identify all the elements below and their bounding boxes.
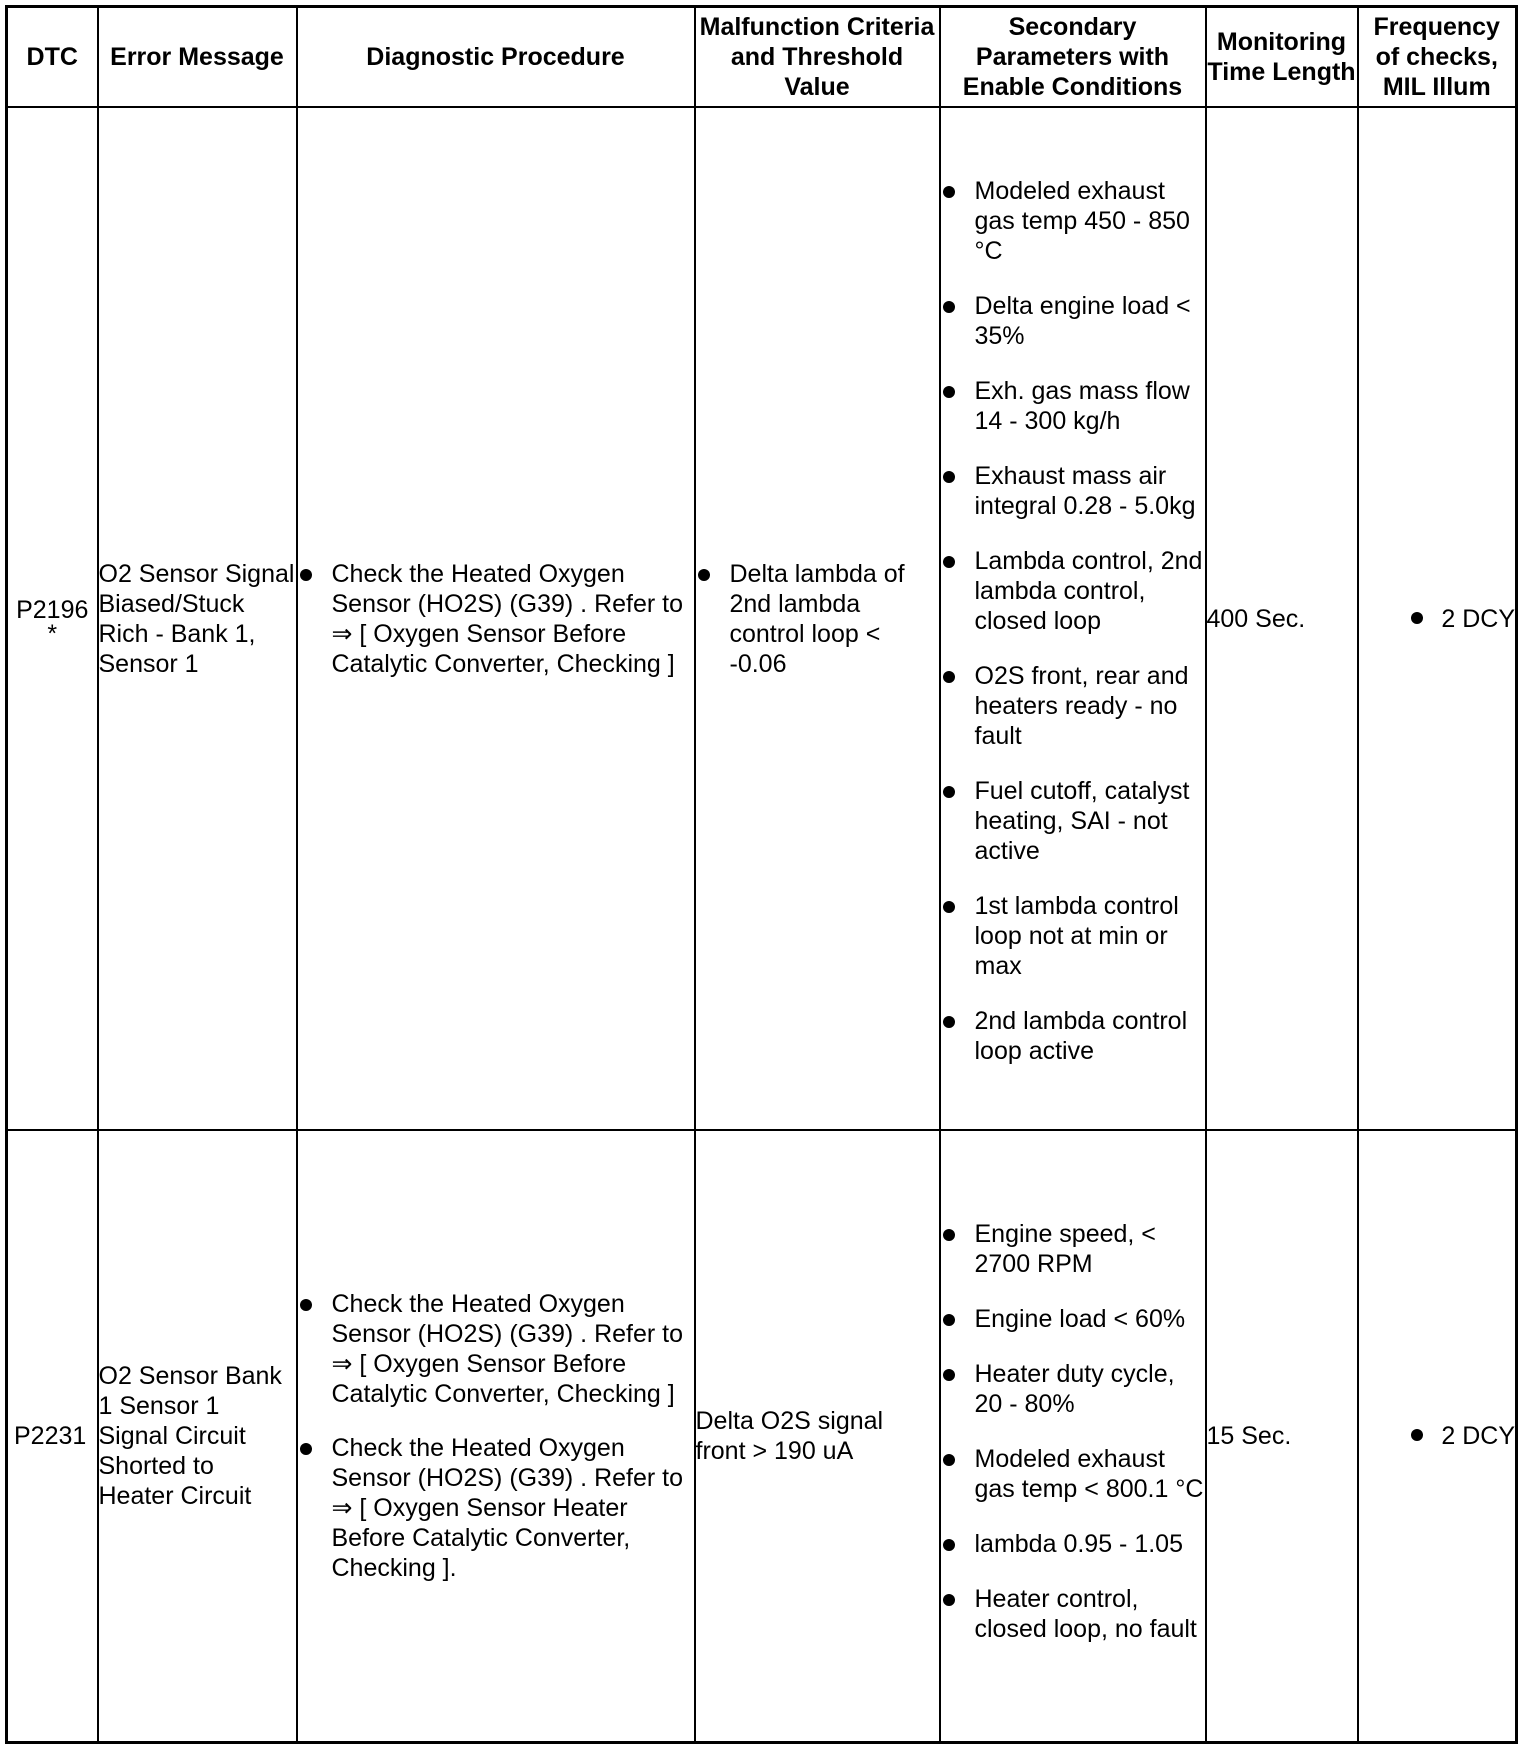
header-diagnostic-procedure: Diagnostic Procedure: [297, 7, 695, 108]
secondary-item: [941, 291, 1205, 351]
bullet-icon: [1411, 612, 1423, 624]
table-row: [7, 1130, 1517, 1742]
monitoring-time-cell: 15 Sec.: [1206, 1130, 1358, 1742]
bullet-icon: [943, 1016, 955, 1028]
dtc-code: P2196: [16, 595, 89, 624]
secondary-text: Engine speed, < 2700 RPM: [974, 1220, 1156, 1279]
secondary-text: Exhaust mass air integral 0.28 - 5.0kg: [974, 462, 1196, 520]
dtc-table: [5, 5, 1518, 1744]
secondary-item: [941, 776, 1205, 866]
table-header-row: [7, 7, 1517, 108]
secondary-text: Delta engine load < 35%: [974, 292, 1191, 350]
error-message-cell: O2 Sensor Bank 1 Sensor 1 Signal Circuit Shorted to Heater Circuit: [98, 1130, 297, 1742]
bullet-icon: [943, 786, 955, 798]
bullet-icon: [943, 471, 955, 483]
header-dtc: DTC: [7, 7, 98, 108]
malfunction-criteria-cell: [695, 107, 940, 1130]
procedure-text: Check the Heated Oxygen Sensor (HO2S) (G39) . Refer to ⇒ [ Oxygen Sensor Before Catalytic Converter, Checking ]: [331, 1289, 684, 1408]
criteria-item: [696, 559, 939, 679]
secondary-parameters-cell: [940, 107, 1206, 1130]
dtc-code-cell: [7, 107, 98, 1130]
secondary-item: [941, 1359, 1205, 1419]
bullet-icon: [943, 1229, 955, 1241]
secondary-text: Heater duty cycle, 20 - 80%: [974, 1360, 1175, 1419]
bullet-icon: [300, 1299, 312, 1311]
procedure-item: [298, 559, 694, 679]
frequency-text: 2 DCY: [1441, 1421, 1515, 1450]
secondary-item: [941, 1444, 1205, 1504]
secondary-text: Lambda control, 2nd lambda control, closed loop: [974, 547, 1203, 635]
procedure-text: Check the Heated Oxygen Sensor (HO2S) (G39) . Refer to ⇒ [ Oxygen Sensor Heater Before Catalytic Converter, Checking ].: [331, 1433, 684, 1582]
secondary-item: [941, 1219, 1205, 1279]
bullet-icon: [943, 1314, 955, 1326]
bullet-icon: [943, 671, 955, 683]
secondary-text: Heater control, closed loop, no fault: [974, 1585, 1197, 1644]
frequency-cell: [1358, 107, 1517, 1130]
secondary-text: 2nd lambda control loop active: [974, 1007, 1188, 1065]
frequency-text: 2 DCY: [1441, 604, 1515, 633]
monitoring-time-cell: 400 Sec.: [1206, 107, 1358, 1130]
criteria-text: Delta lambda of 2nd lambda control loop < -0.06: [729, 559, 905, 678]
bullet-icon: [943, 386, 955, 398]
secondary-item: [941, 461, 1205, 521]
bullet-icon: [943, 186, 955, 198]
bullet-icon: [943, 1369, 955, 1381]
dtc-footnote-marker: *: [47, 619, 58, 648]
secondary-item: [941, 1006, 1205, 1066]
secondary-text: Modeled exhaust gas temp < 800.1 °C: [974, 1445, 1204, 1504]
procedure-item: [298, 1289, 694, 1409]
bullet-icon: [698, 569, 710, 581]
secondary-text: Modeled exhaust gas temp 450 - 850 °C: [974, 177, 1190, 265]
secondary-item: [941, 1304, 1205, 1334]
secondary-item: [941, 661, 1205, 751]
secondary-item: [941, 1584, 1205, 1644]
frequency-cell: [1358, 1130, 1517, 1742]
bullet-icon: [943, 901, 955, 913]
diagnostic-procedure-cell: [297, 1130, 695, 1742]
secondary-text: Exh. gas mass flow 14 - 300 kg/h: [974, 377, 1190, 435]
dtc-code: P2231: [14, 1421, 87, 1450]
header-secondary-parameters: Secondary Parameters with Enable Conditions: [940, 7, 1206, 108]
header-error-message: Error Message: [98, 7, 297, 108]
header-monitoring-time: Monitoring Time Length: [1206, 7, 1358, 108]
secondary-item: [941, 891, 1205, 981]
bullet-icon: [943, 556, 955, 568]
dtc-code-cell: [7, 1130, 98, 1742]
secondary-item: [941, 376, 1205, 436]
error-message-cell: O2 Sensor Signal Biased/Stuck Rich - Bank 1, Sensor 1: [98, 107, 297, 1130]
secondary-item: [941, 176, 1205, 266]
bullet-icon: [943, 1454, 955, 1466]
header-frequency: Frequency of checks, MIL Illum: [1358, 7, 1517, 108]
secondary-text: lambda 0.95 - 1.05: [974, 1530, 1183, 1559]
secondary-parameters-cell: [940, 1130, 1206, 1742]
diagnostic-procedure-cell: [297, 107, 695, 1130]
secondary-item: [941, 1529, 1205, 1559]
bullet-icon: [943, 1539, 955, 1551]
bullet-icon: [300, 569, 312, 581]
header-malfunction-criteria: Malfunction Criteria and Threshold Value: [695, 7, 940, 108]
secondary-text: Engine load < 60%: [974, 1305, 1186, 1334]
secondary-item: [941, 546, 1205, 636]
procedure-text: Check the Heated Oxygen Sensor (HO2S) (G39) . Refer to ⇒ [ Oxygen Sensor Before Catalytic Converter, Checking ]: [331, 559, 684, 678]
bullet-icon: [943, 1594, 955, 1606]
malfunction-criteria-cell: Delta O2S signal front > 190 uA: [695, 1130, 940, 1742]
bullet-icon: [1411, 1429, 1423, 1441]
secondary-text: 1st lambda control loop not at min or max: [974, 892, 1179, 980]
procedure-item: [298, 1433, 694, 1583]
table-row: [7, 107, 1517, 1130]
secondary-text: O2S front, rear and heaters ready - no fault: [974, 662, 1189, 750]
bullet-icon: [300, 1443, 312, 1455]
secondary-text: Fuel cutoff, catalyst heating, SAI - not active: [974, 777, 1190, 865]
bullet-icon: [943, 301, 955, 313]
